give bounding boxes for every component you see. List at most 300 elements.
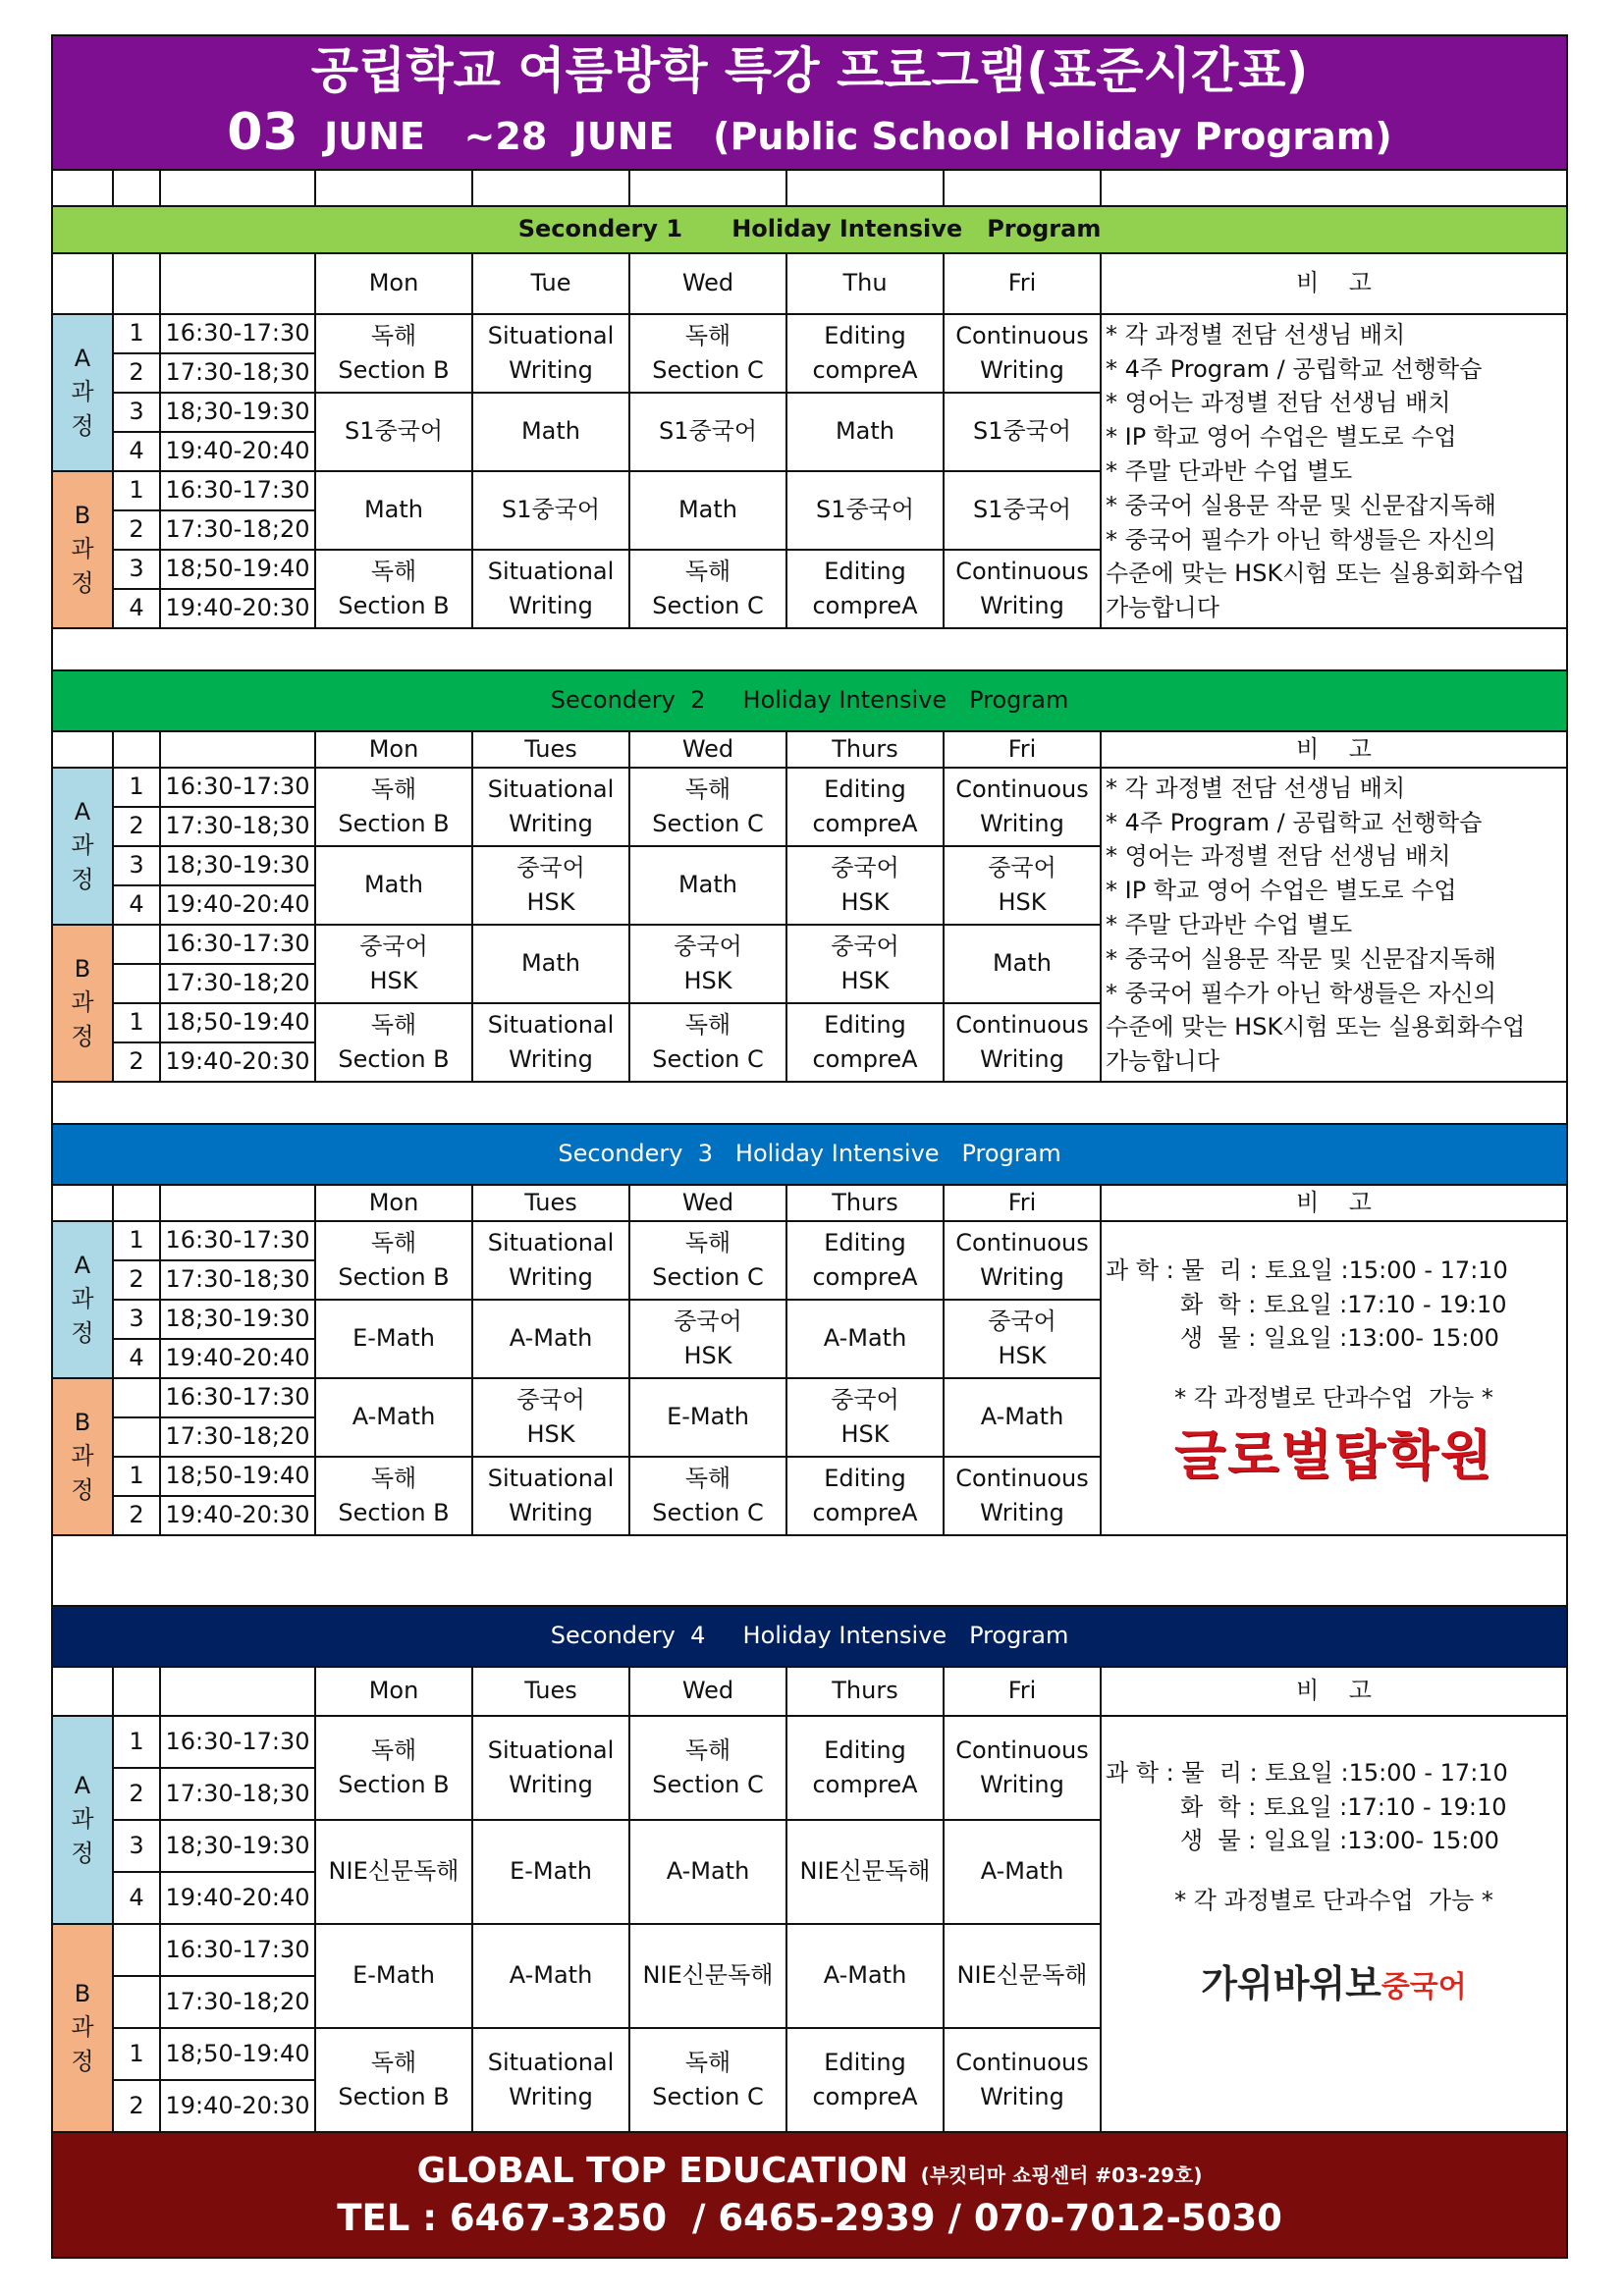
chinese-school-logo [1106,1957,1562,2011]
class-cell [786,1820,944,1924]
class-cell [944,314,1101,393]
cell-text: 중국어 HSK [831,933,899,994]
class-cell [472,314,629,393]
cell-text: E-Math [510,1857,592,1886]
s4-title-bar [52,1606,1567,1667]
cell-text: Math [520,949,581,978]
s1-title-bar [52,206,1567,253]
class-cell [944,1457,1101,1535]
cell-text: 독해 Section B [338,775,450,837]
cell-text: 독해 Section B [338,2049,450,2110]
period-time: 17:30-18;20 [160,1417,315,1457]
class-cell [944,550,1101,628]
blank-cell [52,170,113,206]
period-number: 2 [113,1260,160,1300]
class-cell [472,1300,629,1378]
cell-text: 독해 Section B [338,558,450,619]
class-cell [786,1003,944,1082]
day-header: Mon [315,731,472,768]
cell-text: 독해 Section C [652,322,764,384]
period-number: 1 [113,1716,160,1768]
class-cell [629,471,786,550]
single-class-note: * 각 과정별로 단과수업 가능 * [1174,1887,1493,1915]
cell-text: 중국어 HSK [988,854,1056,916]
cell-text: 독해 Section C [652,1229,764,1291]
period-number [113,964,160,1003]
day-header: Tues [472,1185,629,1221]
period-time: 19:40-20:30 [160,2080,315,2132]
cell-text: 중국어 HSK [516,1386,585,1448]
class-cell [629,1221,786,1300]
class-cell [944,2028,1101,2132]
s2-title-bar [52,670,1567,731]
cell-text: Editing compreA [812,558,918,619]
day-header: Fri [944,253,1101,314]
cell-text: Math [677,871,738,899]
cell-text: A-Math [823,1324,907,1353]
cell-text: E-Math [667,1403,749,1431]
period-time: 16:30-17:30 [160,1221,315,1260]
cell-text: 중국어 HSK [988,1308,1056,1369]
s2-title: Secondery 2 Holiday Intensive Program [550,686,1069,715]
period-time: 18;50-19:40 [160,1457,315,1496]
section-spacer [52,1082,1567,1124]
blank-cell [160,1185,315,1221]
cell-text: 독해 Section B [338,322,450,384]
period-time: 19:40-20:30 [160,1042,315,1082]
cell-text: A 과 정 [71,1771,94,1868]
cell-text: S1중국어 [972,496,1072,524]
blank-cell [52,1667,113,1716]
period-number: 1 [113,1003,160,1042]
group-a-label [52,768,113,925]
class-cell [315,2028,472,2132]
blank-cell [113,170,160,206]
remarks-header: 비 고 [1101,253,1567,314]
cell-text: 중국어 HSK [674,1308,742,1369]
period-number: 3 [113,1300,160,1339]
cell-text: A 과 정 [71,1251,94,1348]
blank-cell [52,253,113,314]
period-time: 17:30-18;20 [160,964,315,1003]
cell-text: S1중국어 [501,496,601,524]
telephone: TEL : 6467-3250 / 6465-2939 / 070-7012-5030 [337,2197,1282,2240]
timetable-body [52,35,1567,2258]
cell-text: Situational Writing [487,775,615,837]
cell-text: A-Math [823,1961,907,1990]
class-cell [629,768,786,846]
class-cell [629,1003,786,1082]
group-a-label [52,1716,113,1924]
cell-text: Editing compreA [812,322,918,384]
period-time: 17:30-18;20 [160,510,315,550]
cell-text: * 각 과정별 전담 선생님 배치 * 4주 Program / 공립학교 선행학습 * 영어는 과정별 전담 선생님 배치 * IP 학교 영어 수업은 별도로 수업 * 주말 단과반 수업 별도 * 중국어 실용문 작문 및 신문잡지독해 * 중국어 필수가 아닌 학생들은 자신의 수준에 맞는 HSK시험 또는 실용회화수업 가능합니다 [1106,774,1526,1076]
cell-text: A-Math [980,1403,1064,1431]
cell-text: A-Math [509,1324,593,1353]
period-number: 2 [113,1768,160,1820]
period-number [113,1924,160,1976]
cell-text: Continuous Writing [955,775,1089,837]
cell-text: NIE신문독해 [799,1857,931,1886]
period-number: 3 [113,550,160,589]
blank-cell [113,1667,160,1716]
timetable-sheet [51,34,1566,2259]
period-time: 17:30-18;20 [160,1976,315,2028]
class-cell [786,1457,944,1535]
cell-text: NIE신문독해 [956,1961,1088,1990]
class-cell [786,393,944,471]
class-cell [315,550,472,628]
class-cell [944,1003,1101,1082]
s3-title-bar [52,1124,1567,1185]
class-cell [315,471,472,550]
day-header: Fri [944,1185,1101,1221]
class-cell [472,1457,629,1535]
class-cell [786,1378,944,1457]
class-cell [315,1924,472,2028]
section-spacer [52,1535,1567,1606]
period-time: 16:30-17:30 [160,925,315,964]
cell-text: 독해 Section C [652,558,764,619]
group-b-label [52,925,113,1082]
class-cell [472,1820,629,1924]
class-cell [786,768,944,846]
section-spacer [52,628,1567,670]
class-cell [944,1820,1101,1924]
cell-text: Continuous Writing [955,1229,1089,1291]
cell-text: B 과 정 [71,1408,94,1505]
period-time: 17:30-18;30 [160,353,315,393]
period-number: 4 [113,1872,160,1924]
class-cell [629,1716,786,1820]
period-number: 1 [113,471,160,510]
class-cell [629,846,786,925]
class-cell [944,1716,1101,1820]
class-cell [472,1716,629,1820]
period-time: 18;50-19:40 [160,2028,315,2080]
cell-text: * 각 과정별 전담 선생님 배치 * 4주 Program / 공립학교 선행학습 * 영어는 과정별 전담 선생님 배치 * IP 학교 영어 수업은 별도로 수업 * 주말 단과반 수업 별도 * 중국어 실용문 작문 및 신문잡지독해 * 중국어 필수가 아닌 학생들은 자신의 수준에 맞는 HSK시험 또는 실용회화수업 가능합니다 [1106,320,1526,622]
class-cell [944,393,1101,471]
period-time: 19:40-20:40 [160,1339,315,1378]
academy-logo: 글로벌탑학원 [1174,1424,1494,1487]
cell-text: Situational Writing [487,558,615,619]
period-number: 1 [113,1457,160,1496]
program-period [53,102,1566,169]
class-cell [629,925,786,1003]
class-cell [629,550,786,628]
cell-text: 독해 Section B [338,1465,450,1526]
class-cell [944,768,1101,846]
blank-cell [113,731,160,768]
science-chemistry: 화 학 : 토요일 :17:10 - 19:10 [1180,1290,1507,1318]
period-time: 18;30-19:30 [160,1300,315,1339]
cell-text: Continuous Writing [955,322,1089,384]
class-cell [472,1221,629,1300]
day-header: Mon [315,1185,472,1221]
blank-cell [160,1667,315,1716]
cell-text: A-Math [980,1857,1064,1886]
blank-cell [160,253,315,314]
period-number: 2 [113,510,160,550]
period-number: 2 [113,353,160,393]
class-cell [629,1300,786,1378]
period-time: 17:30-18;30 [160,1260,315,1300]
cell-text: E-Math [352,1324,435,1353]
cell-text: A 과 정 [71,797,94,894]
remarks-header: 비 고 [1101,731,1567,768]
blank-cell [629,170,786,206]
cell-text: 독해 Section C [652,775,764,837]
day-header: Thurs [786,1667,944,1716]
class-cell [315,925,472,1003]
cell-text: A-Math [666,1857,750,1886]
class-cell [315,1003,472,1082]
class-cell [315,1300,472,1378]
period-time: 19:40-20:40 [160,885,315,925]
group-b-label [52,471,113,628]
period-number: 1 [113,2028,160,2080]
period-number: 3 [113,1820,160,1872]
class-cell [315,1820,472,1924]
cell-text: 중국어 HSK [516,854,585,916]
day-header: Fri [944,731,1101,768]
period-number: 2 [113,1042,160,1082]
cell-text: Situational Writing [487,1465,615,1526]
class-cell [786,1221,944,1300]
period-number: 4 [113,432,160,471]
period-number [113,1378,160,1417]
page-footer [52,2132,1567,2258]
cell-text: Editing compreA [812,1465,918,1526]
cell-text: Math [363,496,424,524]
science-physics: 과 학 : 물 리 : 토요일 :15:00 - 17:10 [1106,1758,1508,1787]
science-chemistry: 화 학 : 토요일 :17:10 - 19:10 [1180,1792,1507,1821]
cell-text: Situational Writing [487,1736,615,1798]
class-cell [629,1457,786,1535]
day-header: Thurs [786,731,944,768]
class-cell [629,393,786,471]
blank-cell [315,170,472,206]
science-biology: 생 물 : 일요일 :13:00- 15:00 [1180,1827,1499,1855]
day-header: Fri [944,1667,1101,1716]
class-cell [629,1820,786,1924]
cell-text: Situational Writing [487,1229,615,1291]
cell-text: Continuous Writing [955,1011,1089,1073]
cell-text: A-Math [352,1403,436,1431]
period-time: 17:30-18;30 [160,1768,315,1820]
day-header: Wed [629,1185,786,1221]
remarks-header: 비 고 [1101,1667,1567,1716]
day-header: Tue [472,253,629,314]
blank-cell [52,731,113,768]
class-cell [944,1378,1101,1457]
remarks-header: 비 고 [1101,1185,1567,1221]
cell-text: B 과 정 [71,1979,94,2076]
class-cell [629,314,786,393]
blank-cell [113,1185,160,1221]
period-time: 17:30-18;30 [160,807,315,846]
cell-text: S1중국어 [658,417,758,446]
class-cell [472,925,629,1003]
cell-text: Math [363,871,424,899]
day-header: Wed [629,731,786,768]
group-b-label [52,1924,113,2132]
period-number: 4 [113,885,160,925]
cell-text: 독해 Section B [338,1229,450,1291]
blank-cell [786,170,944,206]
logo-sub: 중국어 [1380,1970,1467,2005]
school-name: GLOBAL TOP EDUCATION [416,2150,909,2191]
cell-text: 독해 Section C [652,1011,764,1073]
class-cell [315,1221,472,1300]
group-b-label [52,1378,113,1535]
school-address: (부킷티마 쇼핑센터 #03-29호) [920,2163,1203,2187]
s1-notes [1101,314,1567,628]
cell-text: 독해 Section C [652,1465,764,1526]
class-cell [315,1457,472,1535]
class-cell [472,393,629,471]
class-cell [629,1378,786,1457]
timetable-grid [51,34,1568,2259]
cell-text: Math [992,949,1053,978]
class-cell [315,768,472,846]
class-cell [944,846,1101,925]
s3-notes [1101,1221,1567,1535]
cell-text: Situational Writing [487,322,615,384]
single-class-note: * 각 과정별로 단과수업 가능 * [1174,1384,1493,1413]
class-cell [944,1221,1101,1300]
cell-text: 독해 Section C [652,1736,764,1798]
class-cell [472,2028,629,2132]
period-number: 3 [113,846,160,885]
cell-text: NIE신문독해 [328,1857,460,1886]
period-text: JUNE ~28 JUNE (Public School Holiday Program) [298,114,1392,158]
cell-text: Math [520,417,581,446]
class-cell [786,2028,944,2132]
class-cell [944,1924,1101,2028]
class-cell [315,846,472,925]
period-number: 1 [113,314,160,353]
class-cell [315,1378,472,1457]
science-physics: 과 학 : 물 리 : 토요일 :15:00 - 17:10 [1106,1255,1508,1284]
cell-text: Continuous Writing [955,1465,1089,1526]
cell-text: S1중국어 [972,417,1072,446]
class-cell [472,550,629,628]
blank-cell [944,170,1101,206]
day-header: Mon [315,253,472,314]
class-cell [629,1924,786,2028]
period-time: 16:30-17:30 [160,1378,315,1417]
blank-cell [160,731,315,768]
start-day: 03 [227,102,298,162]
cell-text: 독해 Section B [338,1011,450,1073]
class-cell [472,846,629,925]
day-header: Mon [315,1667,472,1716]
period-number: 4 [113,1339,160,1378]
s2-notes [1101,768,1567,1082]
class-cell [786,550,944,628]
class-cell [786,1716,944,1820]
class-cell [472,1003,629,1082]
day-header: Tues [472,731,629,768]
period-number: 1 [113,1221,160,1260]
cell-text: Continuous Writing [955,2049,1089,2110]
class-cell [786,846,944,925]
cell-text: 중국어 HSK [359,933,428,994]
period-number: 3 [113,393,160,432]
period-time: 18;30-19:30 [160,393,315,432]
period-time: 18;50-19:40 [160,1003,315,1042]
period-number [113,1417,160,1457]
page-title: 공립학교 여름방학 특강 프로그램(표준시간표) [310,42,1309,99]
day-header: Tues [472,1667,629,1716]
cell-text: Math [835,417,895,446]
cell-text: Situational Writing [487,2049,615,2110]
cell-text: A-Math [509,1961,593,1990]
cell-text: Math [677,496,738,524]
class-cell [786,314,944,393]
cell-text: Continuous Writing [955,558,1089,619]
period-time: 19:40-20:40 [160,432,315,471]
cell-text: B 과 정 [71,501,94,598]
blank-cell [52,1185,113,1221]
class-cell [472,768,629,846]
group-a-label [52,1221,113,1378]
period-time: 19:40-20:30 [160,589,315,628]
cell-text: Editing compreA [812,1736,918,1798]
class-cell [629,2028,786,2132]
class-cell [315,314,472,393]
class-cell [786,471,944,550]
cell-text: Editing compreA [812,1229,918,1291]
blank-cell [472,170,629,206]
cell-text: Editing compreA [812,775,918,837]
class-cell [786,1300,944,1378]
class-cell [786,925,944,1003]
class-cell [944,471,1101,550]
period-time: 16:30-17:30 [160,314,315,353]
class-cell [315,1716,472,1820]
s3-title: Secondery 3 Holiday Intensive Program [558,1140,1061,1168]
science-biology: 생 물 : 일요일 :13:00- 15:00 [1180,1324,1499,1353]
class-cell [472,1924,629,2028]
class-cell [944,925,1101,1003]
page-header [52,35,1567,170]
period-number: 1 [113,768,160,807]
s4-notes [1101,1716,1567,2132]
period-number: 2 [113,2080,160,2132]
cell-text: A 과 정 [71,344,94,441]
cell-text: E-Math [352,1961,435,1990]
cell-text: Continuous Writing [955,1736,1089,1798]
blank-cell [160,170,315,206]
period-time: 18;50-19:40 [160,550,315,589]
blank-cell [1101,170,1567,206]
cell-text: 독해 Section B [338,1736,450,1798]
class-cell [472,471,629,550]
class-cell [944,1300,1101,1378]
period-time: 16:30-17:30 [160,768,315,807]
period-number: 4 [113,589,160,628]
period-time: 18;30-19:30 [160,846,315,885]
period-time: 19:40-20:40 [160,1872,315,1924]
class-cell [315,393,472,471]
group-a-label [52,314,113,471]
class-cell [786,1924,944,2028]
cell-text: Situational Writing [487,1011,615,1073]
cell-text: 중국어 HSK [674,933,742,994]
cell-text: 독해 Section C [652,2049,764,2110]
